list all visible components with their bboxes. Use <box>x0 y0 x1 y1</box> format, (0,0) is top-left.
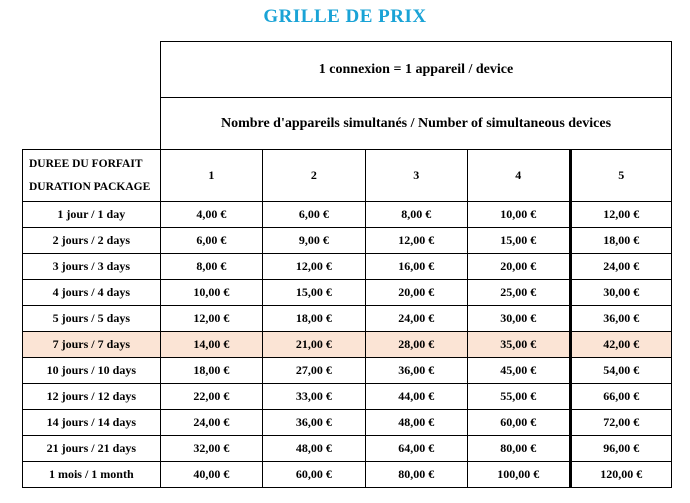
price-cell: 45,00 € <box>468 358 570 384</box>
price-cell: 30,00 € <box>570 280 672 306</box>
price-cell: 36,00 € <box>365 358 467 384</box>
duration-cell: 3 jours / 3 days <box>23 254 161 280</box>
price-cell: 40,00 € <box>160 462 262 488</box>
price-cell: 80,00 € <box>468 436 570 462</box>
duration-cell: 7 jours / 7 days <box>23 332 161 358</box>
table-row <box>23 228 672 254</box>
device-count-cell: 2 <box>263 150 365 202</box>
price-cell: 21,00 € <box>263 332 365 358</box>
duration-cell: 1 mois / 1 month <box>23 462 161 488</box>
price-cell: 14,00 € <box>160 332 262 358</box>
price-cell: 4,00 € <box>160 202 262 228</box>
price-cell: 25,00 € <box>468 280 570 306</box>
duration-cell: 5 jours / 5 days <box>23 306 161 332</box>
price-cell: 24,00 € <box>160 410 262 436</box>
price-cell: 54,00 € <box>570 358 672 384</box>
table-row <box>23 202 672 228</box>
price-cell: 8,00 € <box>160 254 262 280</box>
device-count-cell: 5 <box>570 150 672 202</box>
device-count-cell: 4 <box>468 150 570 202</box>
simultaneous-devices-header <box>160 97 672 150</box>
price-cell: 9,00 € <box>263 228 365 254</box>
price-cell: 6,00 € <box>263 202 365 228</box>
page-title: GRILLE DE PRIX <box>263 6 427 27</box>
price-cell: 10,00 € <box>468 202 570 228</box>
duration-cell: 2 jours / 2 days <box>23 228 161 254</box>
price-cell: 120,00 € <box>570 462 672 488</box>
price-cell: 60,00 € <box>263 462 365 488</box>
price-cell: 33,00 € <box>263 384 365 410</box>
price-cell: 20,00 € <box>365 280 467 306</box>
price-cell: 32,00 € <box>160 436 262 462</box>
table-row <box>23 332 672 358</box>
price-cell: 35,00 € <box>468 332 570 358</box>
price-cell: 18,00 € <box>570 228 672 254</box>
price-cell: 12,00 € <box>570 202 672 228</box>
price-cell: 48,00 € <box>263 436 365 462</box>
price-cell: 12,00 € <box>160 306 262 332</box>
duration-cell: 12 jours / 12 days <box>23 384 161 410</box>
price-cell: 48,00 € <box>365 410 467 436</box>
price-cell: 24,00 € <box>570 254 672 280</box>
price-cell: 27,00 € <box>263 358 365 384</box>
table-row <box>23 358 672 384</box>
price-cell: 60,00 € <box>468 410 570 436</box>
price-cell: 55,00 € <box>468 384 570 410</box>
price-cell: 44,00 € <box>365 384 467 410</box>
price-cell: 36,00 € <box>263 410 365 436</box>
price-cell: 42,00 € <box>570 332 672 358</box>
price-cell: 80,00 € <box>365 462 467 488</box>
price-cell: 16,00 € <box>365 254 467 280</box>
table-row <box>23 280 672 306</box>
device-count-row <box>23 150 672 202</box>
device-count-cell: 1 <box>160 150 262 202</box>
price-cell: 15,00 € <box>468 228 570 254</box>
table-row <box>23 384 672 410</box>
table-row <box>23 254 672 280</box>
table-row <box>23 306 672 332</box>
price-cell: 20,00 € <box>468 254 570 280</box>
price-cell: 64,00 € <box>365 436 467 462</box>
price-cell: 30,00 € <box>468 306 570 332</box>
duration-column-header <box>23 150 161 202</box>
price-cell: 72,00 € <box>570 410 672 436</box>
price-cell: 18,00 € <box>160 358 262 384</box>
price-table <box>22 149 672 488</box>
price-cell: 15,00 € <box>263 280 365 306</box>
price-cell: 10,00 € <box>160 280 262 306</box>
price-cell: 24,00 € <box>365 306 467 332</box>
connection-rule-header <box>160 41 672 98</box>
table-row <box>23 436 672 462</box>
price-cell: 66,00 € <box>570 384 672 410</box>
connection-rule-text: 1 connexion = 1 appareil / device <box>318 61 514 77</box>
price-cell: 18,00 € <box>263 306 365 332</box>
duration-cell: 21 jours / 21 days <box>23 436 161 462</box>
price-cell: 6,00 € <box>160 228 262 254</box>
duration-cell: 10 jours / 10 days <box>23 358 161 384</box>
price-cell: 28,00 € <box>365 332 467 358</box>
price-cell: 8,00 € <box>365 202 467 228</box>
price-cell: 12,00 € <box>263 254 365 280</box>
price-cell: 96,00 € <box>570 436 672 462</box>
duration-cell: 4 jours / 4 days <box>23 280 161 306</box>
duration-header-en: DURATION PACKAGE <box>29 180 151 193</box>
price-cell: 12,00 € <box>365 228 467 254</box>
simultaneous-devices-text: Nombre d'appareils simultanés / Number of simultaneous devices <box>220 115 612 131</box>
table-row <box>23 410 672 436</box>
duration-cell: 1 jour / 1 day <box>23 202 161 228</box>
duration-header-fr: DUREE DU FORFAIT <box>29 157 143 170</box>
duration-cell: 14 jours / 14 days <box>23 410 161 436</box>
device-count-cell: 3 <box>365 150 467 202</box>
table-row <box>23 462 672 488</box>
price-cell: 36,00 € <box>570 306 672 332</box>
price-cell: 100,00 € <box>468 462 570 488</box>
price-cell: 22,00 € <box>160 384 262 410</box>
